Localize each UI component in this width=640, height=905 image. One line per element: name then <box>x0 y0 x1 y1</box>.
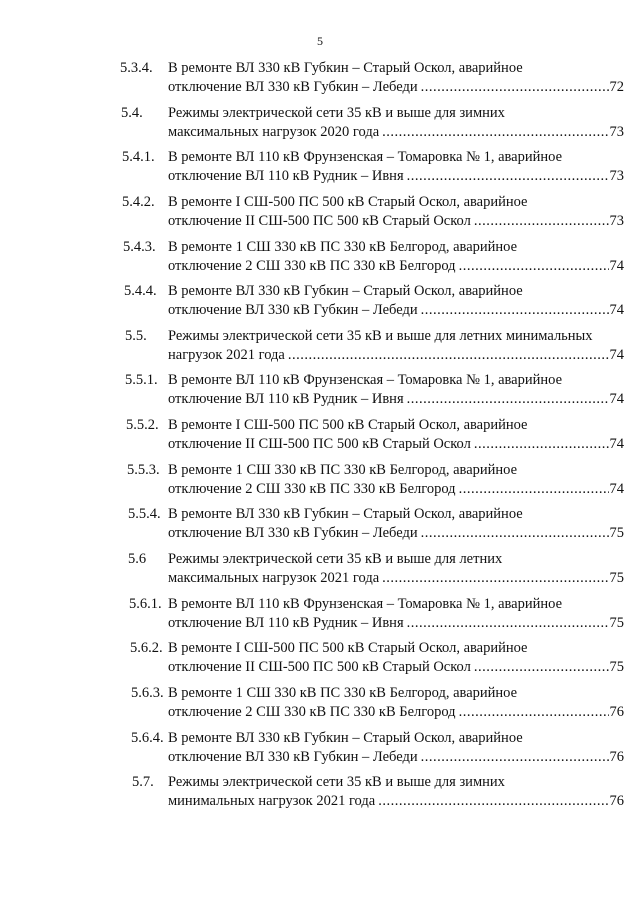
toc-entry-title-text: отключение 2 СШ 330 кВ ПС 330 кВ Белгород <box>168 480 456 497</box>
toc-entry <box>0 460 640 505</box>
toc-entry <box>0 370 640 415</box>
toc-entry-title-text: отключение ВЛ 110 кВ Рудник – Ивня <box>168 614 404 631</box>
toc-entry-page: 76 <box>609 703 624 720</box>
toc-entry-page: 72 <box>609 79 624 95</box>
toc-entry-number: 5.5.2. <box>126 417 159 434</box>
table-of-contents <box>0 58 640 817</box>
toc-entry-title-text: отключение 2 СШ 330 кВ ПС 330 кВ Белгород <box>168 703 456 720</box>
toc-entry-title-text: отключение II СШ-500 ПС 500 кВ Старый Оскол <box>168 212 471 229</box>
toc-entry <box>0 237 640 282</box>
toc-entry-title-line1: Режимы электрической сети 35 кВ и выше для зимних <box>168 774 505 791</box>
toc-entry <box>0 638 640 683</box>
toc-entry <box>0 326 640 371</box>
toc-entry-title-line2 <box>168 78 624 97</box>
toc-entry-title-line2 <box>168 257 624 276</box>
toc-leader-dots <box>421 78 609 97</box>
toc-leader-dots <box>407 390 609 409</box>
toc-entry-page: 74 <box>609 391 624 408</box>
toc-leader-dots <box>382 569 608 588</box>
toc-entry-number: 5.4.2. <box>122 193 155 210</box>
toc-entry-page: 73 <box>609 168 624 185</box>
toc-leader-dots <box>474 658 609 677</box>
toc-leader-dots <box>459 257 609 276</box>
toc-entry-title-line1: В ремонте ВЛ 110 кВ Фрунзенская – Томаровка № 1, аварийное <box>168 595 562 612</box>
toc-entry-number: 5.6.4. <box>131 729 164 746</box>
toc-entry-title-line2 <box>168 123 624 142</box>
toc-entry-title-line2 <box>168 792 624 811</box>
toc-entry-number: 5.7. <box>132 774 154 791</box>
toc-entry <box>0 192 640 237</box>
toc-entry-title-line2 <box>168 748 624 767</box>
toc-entry-title-line1: В ремонте ВЛ 330 кВ Губкин – Старый Оскол, аварийное <box>168 506 523 523</box>
toc-entry <box>0 103 640 148</box>
toc-entry-title-text: отключение ВЛ 330 кВ Губкин – Лебеди <box>168 748 418 765</box>
toc-entry-title-line1: В ремонте ВЛ 330 кВ Губкин – Старый Оскол, аварийное <box>168 283 523 300</box>
toc-entry <box>0 504 640 549</box>
toc-entry-page: 76 <box>609 793 624 810</box>
toc-entry-title-line1: В ремонте ВЛ 330 кВ Губкин – Старый Оскол, аварийное <box>168 60 523 76</box>
toc-leader-dots <box>407 167 609 186</box>
toc-entry-title-line1: В ремонте ВЛ 110 кВ Фрунзенская – Томаровка № 1, аварийное <box>168 372 562 389</box>
toc-entry-page: 73 <box>609 212 624 229</box>
toc-entry <box>0 683 640 728</box>
toc-entry-title-text: отключение II СШ-500 ПС 500 кВ Старый Оскол <box>168 659 471 676</box>
toc-entry <box>0 281 640 326</box>
toc-entry-number: 5.5. <box>125 327 147 344</box>
toc-entry-number: 5.3.4. <box>120 60 153 76</box>
toc-entry-title-text: отключение ВЛ 330 кВ Губкин – Лебеди <box>168 79 418 95</box>
toc-leader-dots <box>421 748 609 767</box>
toc-entry-title-line1: В ремонте ВЛ 110 кВ Фрунзенская – Томаровка № 1, аварийное <box>168 149 562 166</box>
toc-entry-title-line2 <box>168 614 624 633</box>
toc-entry-title-text: отключение ВЛ 110 кВ Рудник – Ивня <box>168 391 404 408</box>
toc-leader-dots <box>288 346 609 365</box>
toc-entry-page: 74 <box>609 302 624 319</box>
toc-entry <box>0 549 640 594</box>
toc-leader-dots <box>378 792 608 811</box>
toc-entry-title-line2 <box>168 390 624 409</box>
toc-entry-number: 5.6.3. <box>131 684 164 701</box>
toc-entry-number: 5.4.4. <box>124 283 157 300</box>
toc-entry-title-line2 <box>168 346 624 365</box>
toc-leader-dots <box>421 524 609 543</box>
toc-entry-title-text: максимальных нагрузок 2020 года <box>168 123 380 140</box>
toc-entry-number: 5.4. <box>121 104 143 121</box>
toc-entry <box>0 594 640 639</box>
toc-leader-dots <box>474 212 609 231</box>
toc-entry-title-line2 <box>168 167 624 186</box>
toc-entry <box>0 147 640 192</box>
toc-entry-title-line1: В ремонте ВЛ 330 кВ Губкин – Старый Оскол, аварийное <box>168 729 523 746</box>
toc-entry-title-line2 <box>168 301 624 320</box>
toc-entry-page: 75 <box>609 659 624 676</box>
toc-entry-title-line2 <box>168 703 624 722</box>
toc-entry-title-text: отключение 2 СШ 330 кВ ПС 330 кВ Белгород <box>168 257 456 274</box>
toc-entry-title-line1: В ремонте I СШ-500 ПС 500 кВ Старый Оскол, аварийное <box>168 640 528 657</box>
toc-entry-title-line2 <box>168 658 624 677</box>
toc-entry-title-line1: В ремонте 1 СШ 330 кВ ПС 330 кВ Белгород, аварийное <box>168 461 518 478</box>
toc-entry-page: 73 <box>609 123 624 140</box>
toc-entry-page: 74 <box>609 257 624 274</box>
toc-entry-number: 5.5.4. <box>128 506 161 523</box>
toc-leader-dots <box>382 123 608 142</box>
toc-entry-title-line2 <box>168 569 624 588</box>
toc-entry-title-line1: Режимы электрической сети 35 кВ и выше для зимних <box>168 104 505 121</box>
toc-leader-dots <box>459 703 609 722</box>
toc-entry-title-line1: В ремонте I СШ-500 ПС 500 кВ Старый Оскол, аварийное <box>168 417 528 434</box>
toc-entry-title-line1: В ремонте I СШ-500 ПС 500 кВ Старый Оскол, аварийное <box>168 193 528 210</box>
toc-entry <box>0 58 640 103</box>
toc-entry <box>0 772 640 817</box>
toc-leader-dots <box>474 435 609 454</box>
toc-entry-page: 75 <box>609 614 624 631</box>
toc-leader-dots <box>407 614 609 633</box>
toc-leader-dots <box>421 301 609 320</box>
toc-leader-dots <box>459 480 609 499</box>
toc-entry-number: 5.5.3. <box>127 461 160 478</box>
toc-entry-page: 74 <box>609 436 624 453</box>
toc-entry-title-line2 <box>168 524 624 543</box>
toc-entry-title-line1: В ремонте 1 СШ 330 кВ ПС 330 кВ Белгород, аварийное <box>168 684 518 701</box>
toc-entry-page: 74 <box>609 346 624 363</box>
toc-entry-title-text: максимальных нагрузок 2021 года <box>168 570 380 587</box>
toc-entry-title-text: нагрузок 2021 года <box>168 346 285 363</box>
toc-entry-page: 74 <box>609 480 624 497</box>
toc-entry-title-line2 <box>168 212 624 231</box>
toc-entry-page: 76 <box>609 748 624 765</box>
toc-entry-title-line1: В ремонте 1 СШ 330 кВ ПС 330 кВ Белгород, аварийное <box>168 238 518 255</box>
toc-entry-number: 5.6 <box>128 551 147 568</box>
toc-entry-number: 5.4.3. <box>123 238 156 255</box>
toc-entry-title-line2 <box>168 480 624 499</box>
toc-entry-page: 75 <box>609 525 624 542</box>
toc-entry <box>0 415 640 460</box>
toc-entry-title-line1: Режимы электрической сети 35 кВ и выше для летних минимальных <box>168 327 593 344</box>
toc-entry-title-text: минимальных нагрузок 2021 года <box>168 793 376 810</box>
toc-entry-title-text: отключение II СШ-500 ПС 500 кВ Старый Оскол <box>168 436 471 453</box>
toc-entry-number: 5.6.2. <box>130 640 163 657</box>
toc-entry-number: 5.5.1. <box>125 372 158 389</box>
toc-entry-number: 5.6.1. <box>129 595 162 612</box>
toc-entry-title-line2 <box>168 435 624 454</box>
toc-entry-page: 75 <box>609 570 624 587</box>
toc-entry-title-line1: Режимы электрической сети 35 кВ и выше для летних <box>168 551 503 568</box>
page-number: 5 <box>317 34 323 48</box>
toc-entry-title-text: отключение ВЛ 110 кВ Рудник – Ивня <box>168 168 404 185</box>
toc-entry-number: 5.4.1. <box>122 149 155 166</box>
toc-entry-title-text: отключение ВЛ 330 кВ Губкин – Лебеди <box>168 525 418 542</box>
toc-entry-title-text: отключение ВЛ 330 кВ Губкин – Лебеди <box>168 302 418 319</box>
toc-entry <box>0 728 640 773</box>
